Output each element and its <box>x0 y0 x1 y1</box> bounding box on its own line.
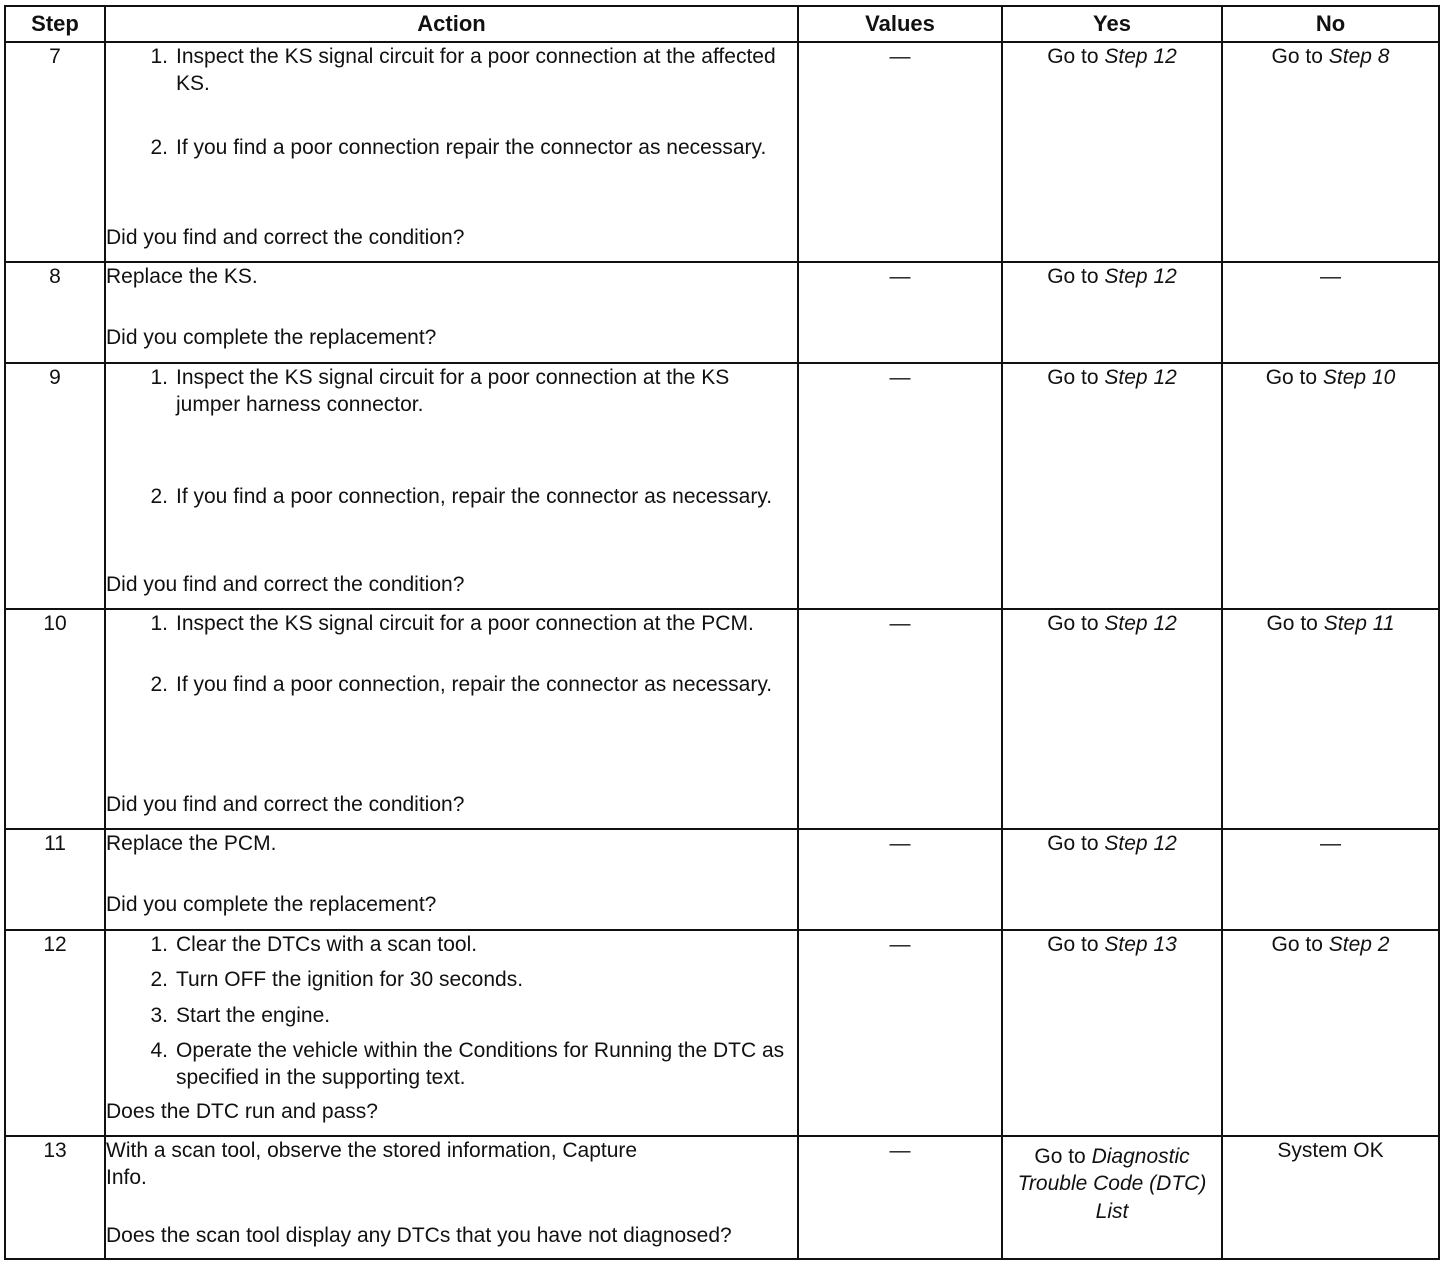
question-text: Does the DTC run and pass? <box>106 1099 378 1123</box>
yes-step-link[interactable]: Step 12 <box>1104 832 1177 855</box>
yes-cell <box>1002 262 1222 363</box>
item-text: If you find a poor connection, repair the connector as necessary. <box>176 673 773 697</box>
values-cell: — <box>798 829 1002 930</box>
item-text: Inspect the KS signal circuit for a poor connection at the affected KS. <box>176 45 776 96</box>
table-row <box>5 262 1439 363</box>
header-no: No <box>1222 6 1439 42</box>
item-text: Turn OFF the ignition for 30 seconds. <box>176 968 524 992</box>
step-number: 10 <box>5 609 105 829</box>
values-cell: — <box>798 930 1002 1136</box>
no-step-link[interactable]: Step 8 <box>1328 45 1390 68</box>
step-number: 12 <box>5 930 105 1136</box>
values-cell: — <box>798 42 1002 262</box>
yes-prefix: Go to <box>1047 933 1099 956</box>
yes-cell <box>1002 42 1222 262</box>
yes-prefix: Go to <box>1047 832 1099 855</box>
table-row <box>5 609 1439 829</box>
action-cell <box>105 829 798 930</box>
no-cell: — <box>1222 262 1439 363</box>
action-text: With a scan tool, observe the stored information, Capture Info. <box>106 1139 638 1190</box>
question-text: Did you find and correct the condition? <box>106 572 465 596</box>
header-step: Step <box>5 6 105 42</box>
item-number: 4. <box>150 1038 168 1062</box>
no-prefix: Go to <box>1271 933 1323 956</box>
header-values: Values <box>798 6 1002 42</box>
values-cell: — <box>798 363 1002 609</box>
step-number: 9 <box>5 363 105 609</box>
item-number: 1. <box>150 366 168 389</box>
yes-prefix: Go to <box>1047 366 1099 389</box>
item-number: 1. <box>150 612 168 635</box>
action-cell <box>105 262 798 363</box>
yes-prefix: Go to <box>1047 45 1099 68</box>
item-number: 2. <box>150 135 168 159</box>
yes-cell <box>1002 829 1222 930</box>
item-number: 2. <box>150 484 168 508</box>
yes-cell <box>1002 930 1222 1136</box>
action-cell <box>105 930 798 1136</box>
action-text: Replace the PCM. <box>106 832 277 855</box>
yes-prefix: Go to <box>1047 612 1099 635</box>
question-text: Did you find and correct the condition? <box>106 225 465 249</box>
action-cell <box>105 363 798 609</box>
no-cell <box>1222 930 1439 1136</box>
table-row <box>5 42 1439 262</box>
item-number: 2. <box>150 968 168 992</box>
action-cell <box>105 1136 798 1259</box>
table-row <box>5 363 1439 609</box>
dtc-list-link[interactable]: Diagnostic Trouble Code (DTC) List <box>1017 1145 1207 1223</box>
item-text: Inspect the KS signal circuit for a poor connection at the PCM. <box>176 612 754 635</box>
item-number: 2. <box>150 673 168 697</box>
question-text: Does the scan tool display any DTCs that you have not diagnosed? <box>106 1223 732 1247</box>
header-row <box>5 6 1439 42</box>
item-number: 1. <box>150 933 168 956</box>
no-step-link[interactable]: Step 10 <box>1322 366 1396 389</box>
question-text: Did you complete the replacement? <box>106 325 437 349</box>
diagnostic-table <box>4 5 1440 1260</box>
step-number: 7 <box>5 42 105 262</box>
header-yes: Yes <box>1002 6 1222 42</box>
no-step-link[interactable]: Step 11 <box>1323 612 1395 635</box>
yes-step-link[interactable]: Step 12 <box>1104 45 1177 68</box>
item-text: If you find a poor connection, repair the connector as necessary. <box>176 484 773 508</box>
action-text: Replace the KS. <box>106 265 258 288</box>
action-cell <box>105 42 798 262</box>
yes-prefix: Go to <box>1034 1145 1086 1168</box>
table-row <box>5 829 1439 930</box>
no-cell <box>1222 609 1439 829</box>
no-prefix: Go to <box>1265 366 1318 389</box>
table-row <box>5 1136 1439 1259</box>
no-prefix: Go to <box>1266 612 1318 635</box>
no-cell <box>1222 42 1439 262</box>
action-cell <box>105 609 798 829</box>
item-text: Inspect the KS signal circuit for a poor connection at the KS jumper harness connector. <box>176 366 730 417</box>
step-number: 13 <box>5 1136 105 1259</box>
yes-step-link[interactable]: Step 13 <box>1104 933 1177 956</box>
yes-step-link[interactable]: Step 12 <box>1104 366 1177 389</box>
question-text: Did you complete the replacement? <box>106 892 437 916</box>
item-number: 3. <box>150 1003 168 1027</box>
no-cell: — <box>1222 829 1439 930</box>
yes-prefix: Go to <box>1047 265 1099 288</box>
yes-cell <box>1002 609 1222 829</box>
yes-step-link[interactable]: Step 12 <box>1104 612 1177 635</box>
no-step-link[interactable]: Step 2 <box>1328 933 1390 956</box>
yes-cell <box>1002 363 1222 609</box>
yes-step-link[interactable]: Step 12 <box>1104 265 1177 288</box>
values-cell: — <box>798 262 1002 363</box>
item-number: 1. <box>150 45 168 68</box>
step-number: 8 <box>5 262 105 363</box>
table-row <box>5 930 1439 1136</box>
item-text: If you find a poor connection repair the connector as necessary. <box>176 135 767 159</box>
no-prefix: Go to <box>1271 45 1323 68</box>
question-text: Did you find and correct the condition? <box>106 792 465 816</box>
values-cell: — <box>798 1136 1002 1259</box>
item-text: Clear the DTCs with a scan tool. <box>176 933 478 956</box>
item-text: Start the engine. <box>176 1003 331 1027</box>
no-cell: System OK <box>1222 1136 1439 1259</box>
item-text: Operate the vehicle within the Conditions for Running the DTC as specified in the supporting text. <box>176 1038 785 1090</box>
step-number: 11 <box>5 829 105 930</box>
header-action: Action <box>105 6 798 42</box>
yes-cell <box>1002 1136 1222 1259</box>
no-cell <box>1222 363 1439 609</box>
values-cell: — <box>798 609 1002 829</box>
